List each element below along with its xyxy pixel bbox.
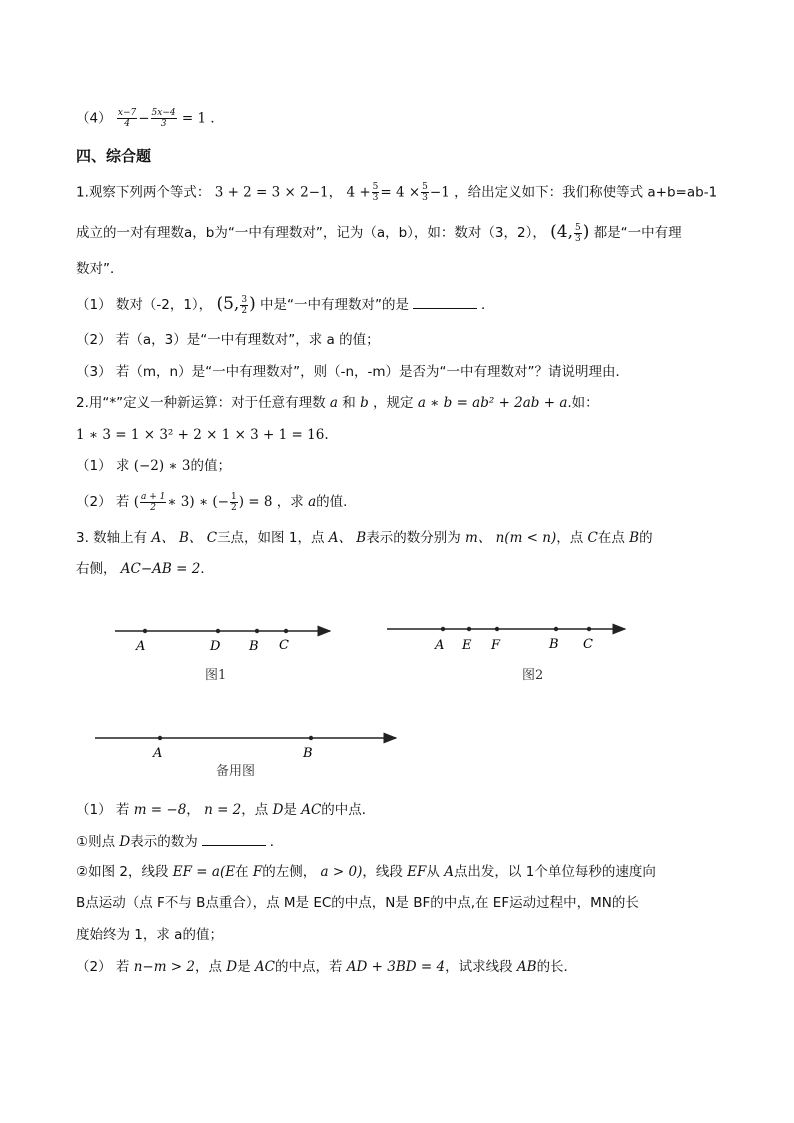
p3-c2-line1 <box>76 862 656 882</box>
figure-2 <box>387 627 625 683</box>
p1-sub3: （3） 若（m，n）是“一中有理数对”，则（-n，-m）是否为“一中有理数对”？请说明理由． <box>76 364 630 380</box>
p2-example: 1 ∗ 3 = 1 × 3² + 2 × 1 × 3 + 1 = 16. <box>76 427 329 443</box>
p1-sub1 <box>76 294 495 316</box>
fig1-label-b: B <box>249 639 259 654</box>
fig2-point-b <box>554 627 558 631</box>
equation: ( $\frac{a + 1}{2}$ ∗ 3) ∗ (− $\frac{1}{2}$ ) = 8 <box>133 492 273 513</box>
segment: AC <box>254 959 275 975</box>
point: D <box>226 959 238 975</box>
segment: EF <box>407 864 427 880</box>
text: 在点 <box>597 530 625 546</box>
text: 右侧， <box>76 561 117 577</box>
fraction: $\frac{5}{3}$ <box>372 182 379 203</box>
text: 的 <box>639 530 653 546</box>
point: B <box>629 530 640 546</box>
figure-1 <box>115 629 330 683</box>
text: 三点，如图 1，点 <box>217 530 325 546</box>
q4-equation <box>76 108 224 129</box>
text: ②如图 2，线段 <box>76 864 169 880</box>
text: ，点 <box>194 959 222 975</box>
variable: b <box>360 395 369 411</box>
text: ， <box>186 802 200 818</box>
text: ，试求线段 <box>445 959 513 975</box>
p1-sub2: （2） 若（a，3）是“一中有理数对”，求 a 的值； <box>76 332 380 348</box>
figure-spare <box>95 736 396 779</box>
p1-line2 <box>76 222 682 244</box>
fig1-label-d: D <box>210 639 221 654</box>
fraction: $\frac{1}{2}$ <box>231 492 237 513</box>
p3-sub2 <box>76 957 577 977</box>
fraction: $\frac{x-7}{4}$ <box>117 108 137 129</box>
condition: n = 2 <box>204 802 242 818</box>
p2-line1 <box>76 393 599 413</box>
text: ，线段 <box>362 864 403 880</box>
point: C <box>587 530 598 546</box>
variable: a <box>329 395 338 411</box>
fig2-caption: 图2 <box>522 668 544 683</box>
fig2-label-c: C <box>583 637 593 652</box>
text: 1.观察下列两个等式： <box>76 184 211 201</box>
condition: n−m > 2 <box>133 959 195 975</box>
p3-sub1 <box>76 800 375 820</box>
text: 点出发，以 1个单位每秒的速度向 <box>453 864 656 880</box>
text: （2） 若 <box>76 494 130 510</box>
equation-part: = 4 × <box>380 184 421 201</box>
p1-line3: 数对”． <box>76 261 124 277</box>
text: （1） 数对（-2，1）， <box>76 297 213 313</box>
fig2-point-e <box>467 627 471 631</box>
p3-c2-line2: B点运动（点 F不与 B点重合），点 M是 EC的中点，N是 BF的中点,在 EF运动过程中，MN的长 <box>76 895 639 911</box>
fig2-label-e: E <box>462 638 472 653</box>
number-pair: (5, $\frac{3}{2}$ ) <box>216 294 256 316</box>
text: 的中点，若 <box>275 959 343 975</box>
minus-sign: − <box>138 110 150 127</box>
text: 表示的数分别为 <box>366 530 461 546</box>
text: ，给出定义如下：我们称使等式 a+b=ab-1 <box>454 184 718 201</box>
points: A、 B、 C <box>151 530 218 546</box>
p3-c1 <box>76 831 283 852</box>
text: 都是“一中有理 <box>593 225 682 241</box>
text: ，求 <box>276 494 304 510</box>
fig1-point-d <box>216 629 220 633</box>
expression: m、 n(m < n) <box>465 530 557 546</box>
segment: AC <box>301 802 322 818</box>
fig1-point-c <box>284 629 288 633</box>
text: 是 <box>237 959 251 975</box>
text: ， <box>328 184 343 201</box>
text: 的中点． <box>321 802 376 818</box>
fig1-caption: 图1 <box>205 668 227 683</box>
text: 中是“一中有理数对”的是 <box>260 297 410 313</box>
fig3-caption: 备用图 <box>216 764 256 779</box>
fig3-point-b <box>309 736 313 740</box>
text: （2） 若 <box>76 959 130 975</box>
fraction: $\frac{5}{3}$ <box>422 182 428 203</box>
text: 在 <box>235 864 249 880</box>
fig1-label-c: C <box>279 638 289 653</box>
condition: a > 0) <box>320 864 363 880</box>
text: ，规定 <box>373 395 414 411</box>
text: 成立的一对有理数a，b为“一中有理数对”，记为（a，b），如：数对（3，2）， <box>76 225 546 241</box>
equation: 3 + 2 = 3 × 2−1 <box>214 184 329 201</box>
text: .如： <box>567 395 599 411</box>
fig3-label-b: B <box>303 746 313 761</box>
point: D <box>119 834 131 850</box>
text: 从 <box>426 864 440 880</box>
text: ，点 <box>556 530 584 546</box>
p3-line1 <box>76 528 653 548</box>
text: ． <box>481 297 495 313</box>
p3-c2-line3: 度始终为 1，求 a的值； <box>76 927 223 943</box>
fig3-point-a <box>158 736 162 740</box>
point: D <box>272 802 284 818</box>
p3-line2 <box>76 559 214 579</box>
fraction: $\frac{5}{3}$ <box>575 223 581 244</box>
section-title: 四、综合题 <box>76 147 152 165</box>
expression: EF = a(E <box>172 864 236 880</box>
fig3-label-a: A <box>153 746 163 761</box>
equation-part: 4 + <box>346 184 371 201</box>
number-line-figures <box>0 600 794 800</box>
fig1-point-a <box>143 629 147 633</box>
q4-label: （4） <box>76 110 112 127</box>
text: 2.用“*”定义一种新运算：对于任意有理数 <box>76 395 326 411</box>
number-pair: (4, $\frac{5}{3}$ ) <box>550 222 590 244</box>
expression: (−2) ∗ 3 <box>133 458 191 474</box>
text: 的长． <box>536 959 578 975</box>
text: 的值； <box>190 458 231 474</box>
text: 的左侧， <box>262 864 317 880</box>
points: A、 B <box>328 530 367 546</box>
fig2-point-f <box>495 627 499 631</box>
equation-rhs: = 1 ． <box>181 110 224 127</box>
p2-sub2 <box>76 492 347 513</box>
condition: AC−AB = 2 <box>120 561 201 577</box>
text: 3. 数轴上有 <box>76 530 148 546</box>
fig2-label-a: A <box>435 638 445 653</box>
fraction: $\frac{a + 1}{2}$ <box>140 492 166 513</box>
p2-sub1 <box>76 456 231 476</box>
condition: m = −8 <box>133 802 187 818</box>
fraction: $\frac{3}{2}$ <box>241 295 248 316</box>
segment: AB <box>516 959 537 975</box>
variable: a <box>308 494 317 510</box>
text: ①则点 <box>76 834 116 850</box>
fig2-point-c <box>587 627 591 631</box>
point: A <box>444 864 454 880</box>
answer-blank[interactable] <box>413 294 477 309</box>
text: 是 <box>283 802 297 818</box>
text: 表示的数为 <box>130 834 198 850</box>
point: F <box>252 864 263 880</box>
text: ． <box>200 561 214 577</box>
text: ． <box>269 834 284 850</box>
fig1-label-a: A <box>136 639 146 654</box>
p1-line1 <box>76 182 717 203</box>
equation-part: −1 <box>429 184 450 201</box>
text: （1） 求 <box>76 458 130 474</box>
text: 和 <box>342 395 356 411</box>
answer-blank[interactable] <box>202 831 266 846</box>
formula: a ∗ b = ab² + 2ab + a <box>417 395 568 411</box>
text: （1） 若 <box>76 802 130 818</box>
text: ，点 <box>241 802 269 818</box>
text: 的值. <box>316 494 348 510</box>
fig1-point-b <box>255 629 259 633</box>
fraction: $\frac{5x-4}{3}$ <box>151 108 176 129</box>
fig2-label-b: B <box>549 637 559 652</box>
fig2-label-f: F <box>491 638 501 653</box>
fig2-point-a <box>441 627 445 631</box>
equation: AD + 3BD = 4 <box>346 959 446 975</box>
